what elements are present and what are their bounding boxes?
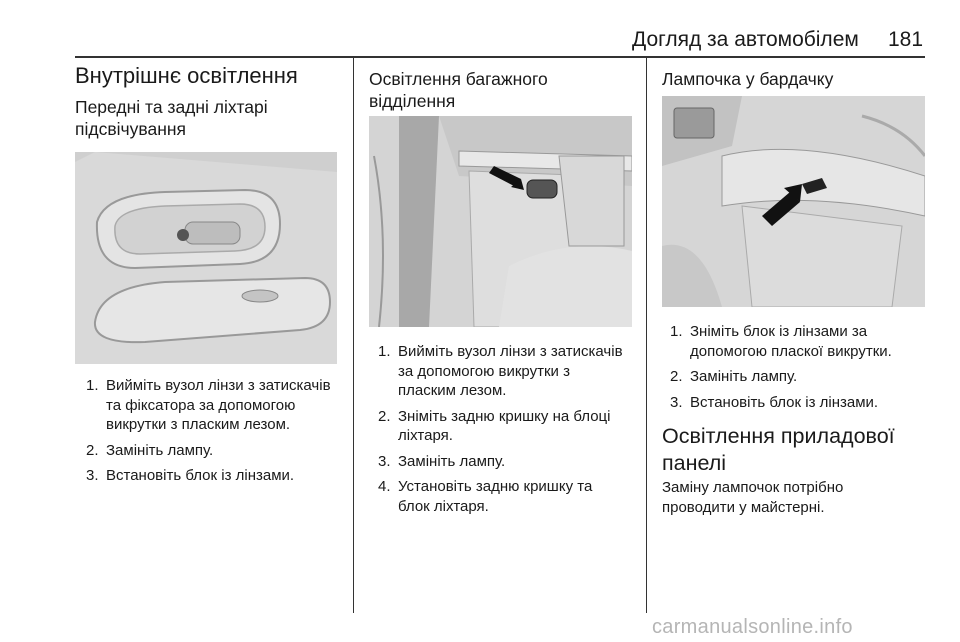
step-item: 4. Установіть задню кришку та блок ліхтаря.: [378, 478, 593, 515]
steps-luggage-light: [378, 342, 640, 522]
page-number: 181: [888, 28, 924, 51]
column-divider-2: [646, 57, 647, 613]
luggage-light-illustration: [369, 116, 632, 327]
column-divider-1: [353, 57, 354, 613]
column-1: [75, 63, 345, 140]
steps-glovebox-light: [670, 322, 932, 418]
running-header-title: Догляд за автомобілем: [632, 28, 859, 51]
column-2: [369, 68, 639, 112]
subsection-title-line1: Передні та задні ліхтарі: [75, 97, 268, 117]
panel-lighting-block: [662, 423, 932, 477]
step-item: 2. Зніміть задню кришку на блоці ліхтаря.: [378, 407, 611, 444]
section-title-glovebox: Лампочка у бардачку: [662, 69, 834, 89]
section-title-luggage-line1: Освітлення багажного: [369, 69, 548, 89]
door-light-illustration: [75, 152, 337, 364]
section-title-panel-line1: Освітлення приладової: [662, 424, 895, 448]
section-title-interior-lighting: Внутрішнє освітлення: [75, 63, 298, 88]
figure-glovebox-light: [662, 96, 925, 307]
subsection-title-line2: підсвічування: [75, 119, 187, 139]
watermark: carmanualsonline.info: [652, 616, 853, 638]
figure-luggage-light: [369, 116, 632, 327]
section-title-luggage-line2: відділення: [369, 91, 456, 111]
steps-door-light: [86, 376, 348, 492]
section-title-panel-line2: панелі: [662, 451, 727, 475]
column-3: [662, 68, 932, 90]
glovebox-light-illustration: [662, 96, 925, 307]
step-item: 2. Замініть лампу.: [670, 368, 798, 385]
step-item: 3. Замініть лампу.: [378, 452, 506, 470]
step-item: 1. Вийміть вузол лінзи з затискачів за допомогою викрутки з пласким лезом.: [378, 343, 623, 399]
header-rule: [75, 56, 925, 58]
step-item: 3. Встановіть блок із лінзами.: [670, 393, 879, 411]
step-item: 3. Встановіть блок із лінзами.: [86, 467, 295, 484]
step-item: 1. Вийміть вузол лінзи з затискачів та фіксатора за допомогою викрутки з пласким лезом.: [86, 377, 331, 433]
panel-lighting-text: Заміну лампочок потрібно проводити у майстерні.: [662, 479, 844, 516]
figure-door-light: [75, 152, 337, 364]
step-item: 2. Замініть лампу.: [86, 441, 214, 459]
step-item: 1. Зніміть блок із лінзами за допомогою пласкої викрутки.: [670, 323, 892, 360]
